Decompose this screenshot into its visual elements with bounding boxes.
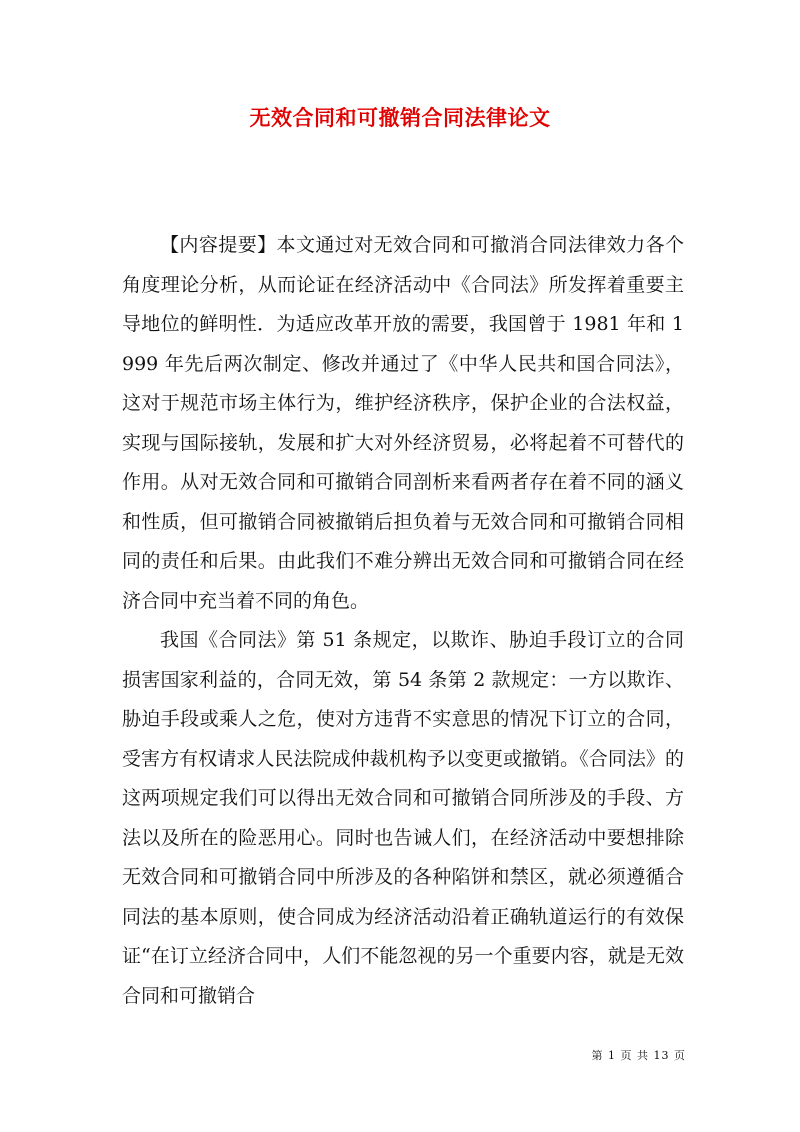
paragraph-abstract: 【内容提要】本文通过对无效合同和可撤消合同法律效力各个角度理论分析，从而论证在经济活动中《合同法》所发挥着重要主导地位的鲜明性．为适应改革开放的需要，我国曾于 1981 年和 1999 年先后两次制定、修改并通过了《中华人民共和国合同法》，这对于规范市场主体行为，维护经济秩序，保护企业的合法权益，实现与国际接轨，发展和扩大对外经济贸易，必将起着不可替代的作用。从对无效合同和可撤销合同剖析来看两者存在着不同的涵义和性质，但可撤销合同被撤销后担负着与无效合同和可撤销合同相同的责任和后果。由此我们不难分辨出无效合同和可撤销合同在经济合同中充当着不同的角色。 [122,234,684,612]
document-title: 无效合同和可撤销合同法律论文 [249,105,551,130]
page-number-footer: 第 1 页 共 13 页 [591,1049,686,1062]
paragraph-contract-law: 我国《合同法》第 51 条规定，以欺诈、胁迫手段订立的合同损害国家利益的，合同无效，第 54 条第 2 款规定：一方以欺诈、胁迫手段或乘人之危，使对方违背不实意思的情况下订立的合同，受害方有权请求人民法院成仲裁机构予以变更或撤销。《合同法》的这两项规定我们可以得出无效合同和可撤销合同所涉及的手段、方法以及所在的险恶用心。同时也告诫人们，在经济活动中要想排除无效合同和可撤销合同中所涉及的各种陷饼和禁区，就必须遵循合同法的基本原则，使合同成为经济活动沿着正确轨道运行的有效保证“在订立经济合同中，人们不能忽视的另一个重要内容，就是无效合同和可撤销合 [122,629,684,1007]
document-body [122,226,684,1016]
